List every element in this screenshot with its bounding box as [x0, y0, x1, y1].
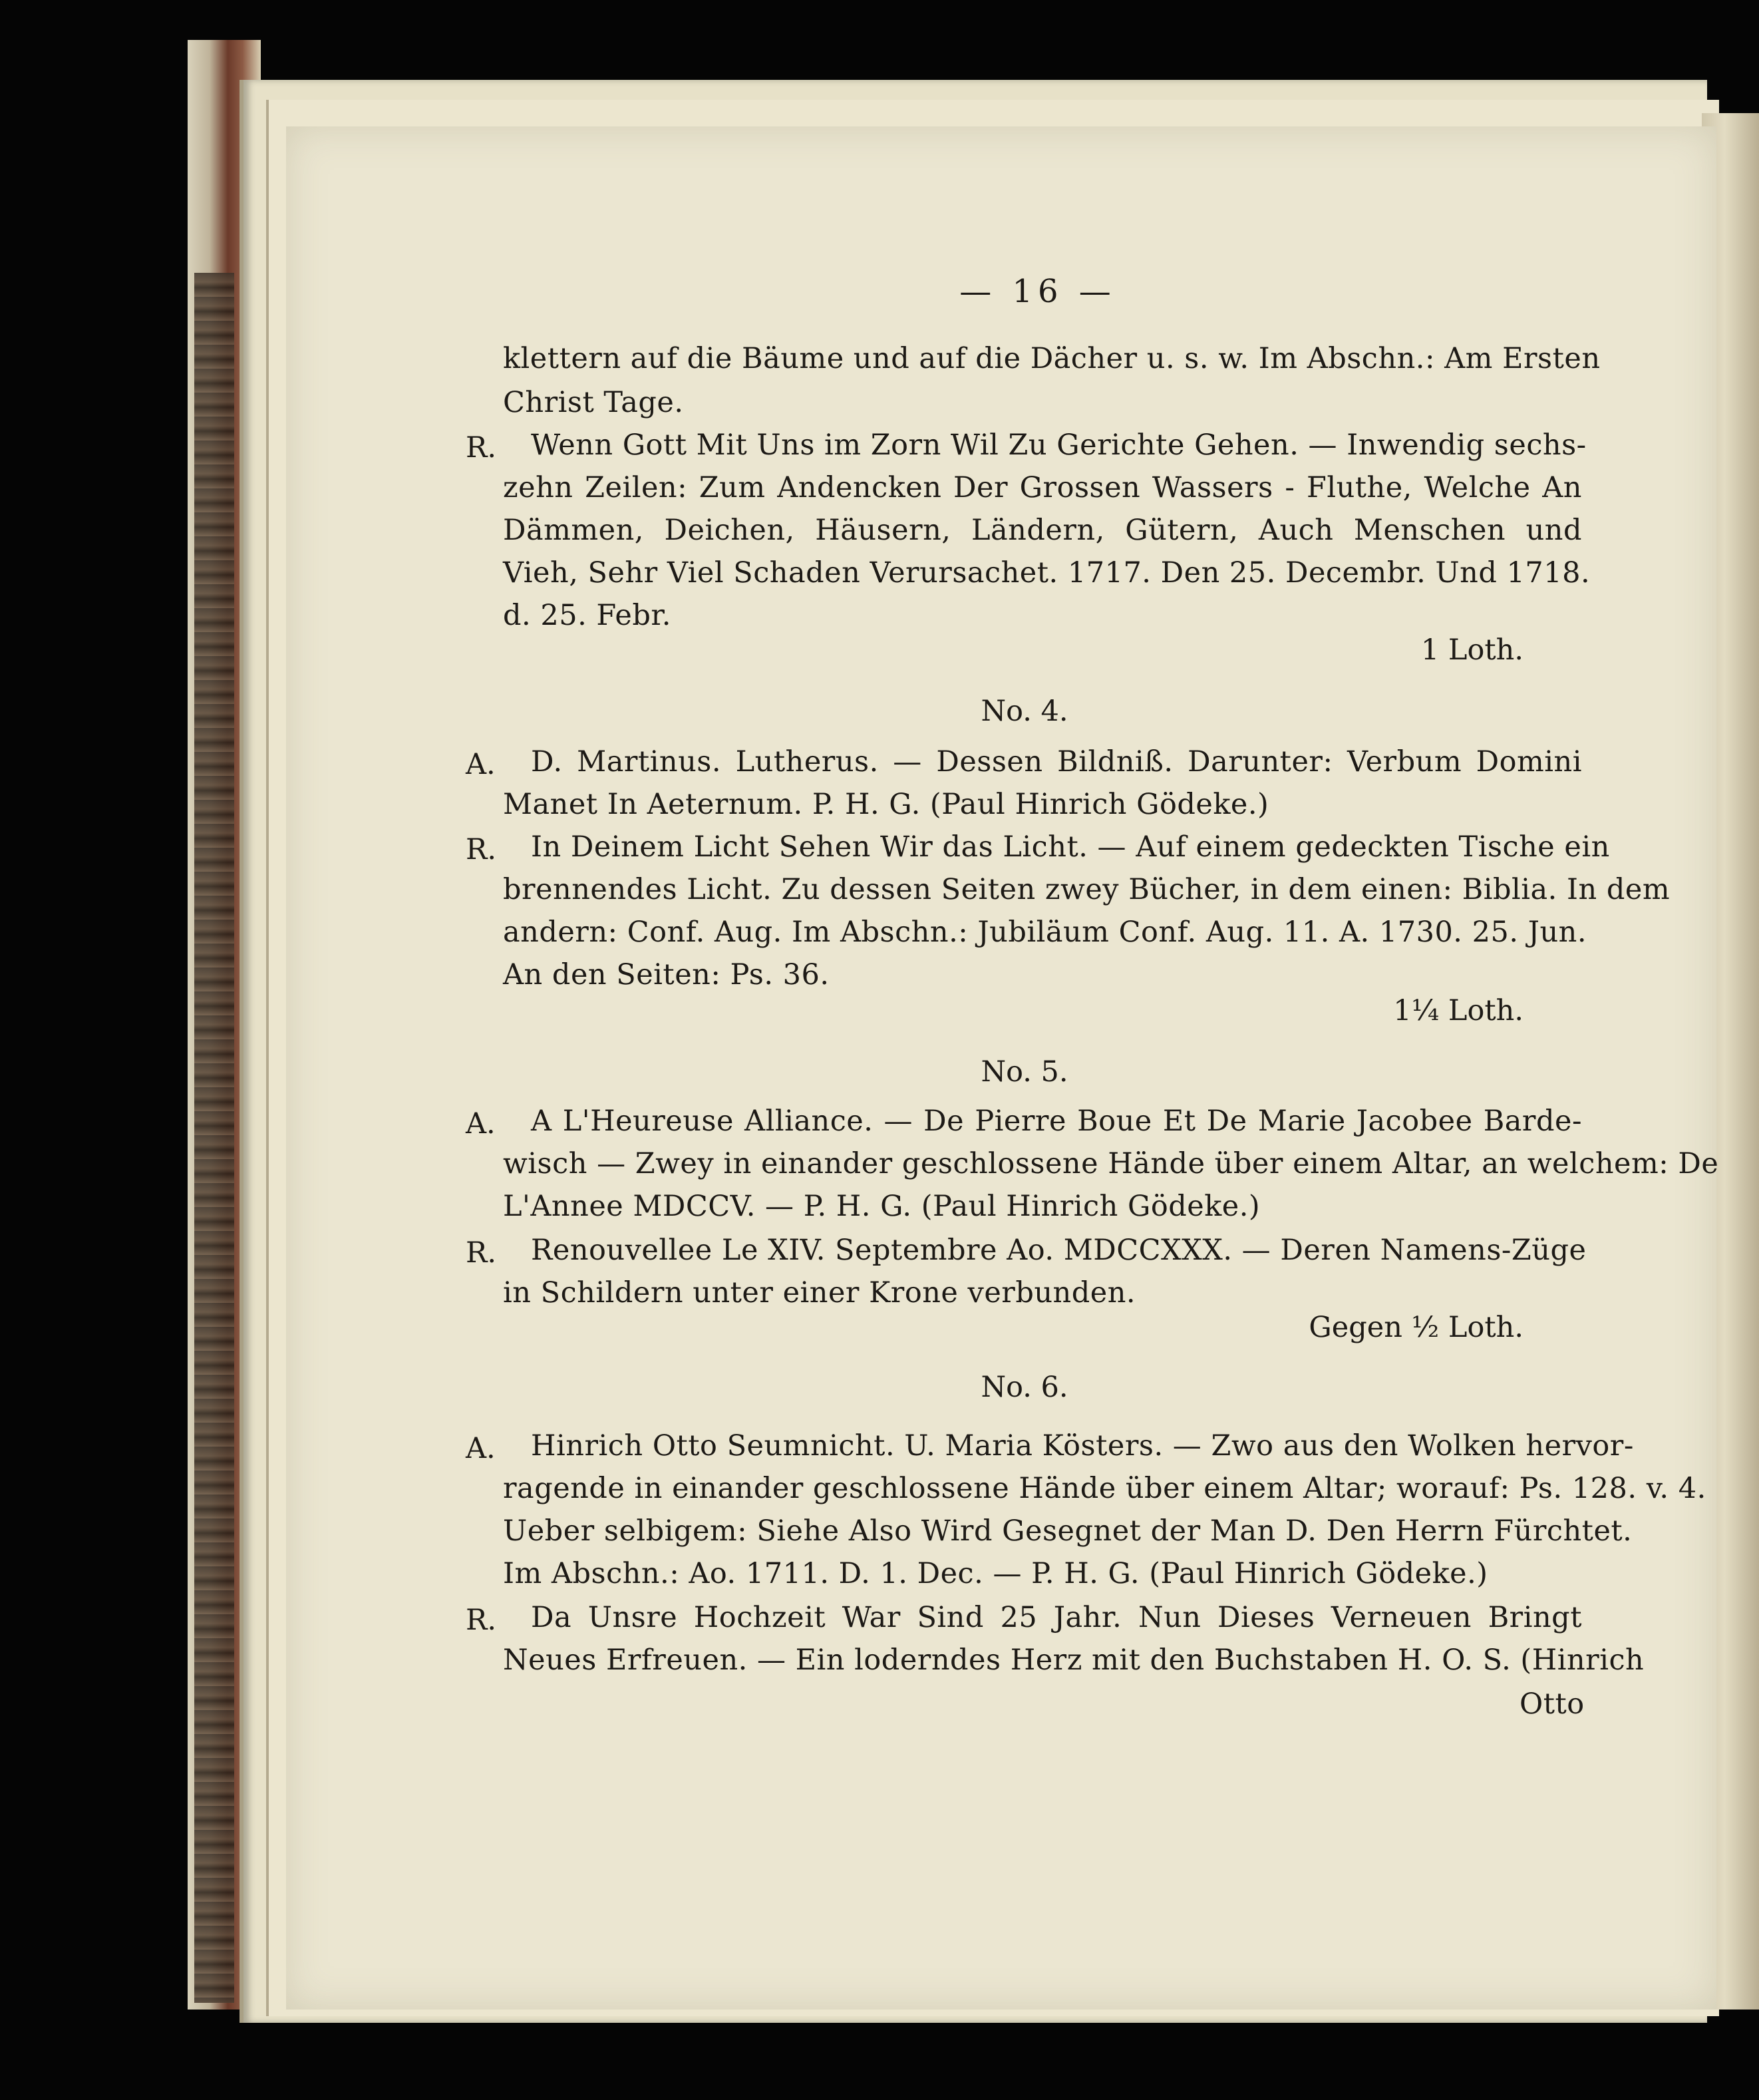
- catchword: Otto: [1519, 1687, 1585, 1721]
- text-line: in Schildern unter einer Krone verbunden.: [503, 1276, 1136, 1310]
- text-line: wisch — Zwey in einander geschlossene Hände über einem Altar, an welchem: De: [503, 1147, 1719, 1180]
- text-line: Vieh, Sehr Viel Schaden Verursachet. 1717. Den 25. Decembr. Und 1718.: [503, 556, 1591, 590]
- obverse-marker: A.: [466, 1432, 496, 1465]
- text-line: andern: Conf. Aug. Im Abschn.: Jubiläum Conf. Aug. 11. A. 1730. 25. Jun.: [503, 916, 1587, 949]
- text-line: zehn Zeilen: Zum Andencken Der Grossen Wassers - Fluthe, Welche An: [503, 471, 1582, 504]
- text-line: Im Abschn.: Ao. 1711. D. 1. Dec. — P. H. G. (Paul Hinrich Gödeke.): [503, 1557, 1488, 1590]
- reverse-marker: R.: [466, 1604, 497, 1637]
- text-line: In Deinem Licht Sehen Wir das Licht. — Auf einem gedeckten Tische ein: [531, 830, 1610, 864]
- text-line: Renouvellee Le XIV. Septembre Ao. MDCCXXX. — Deren Namens-Züge: [531, 1234, 1587, 1267]
- text-line: Wenn Gott Mit Uns im Zorn Wil Zu Gerichte Gehen. — Inwendig sechs-: [531, 429, 1587, 462]
- text-line: d. 25. Febr.: [503, 599, 671, 632]
- text-line: Ueber selbigem: Siehe Also Wird Gesegnet der Man D. Den Herrn Fürchtet.: [503, 1514, 1633, 1548]
- weight-label: Gegen ½ Loth.: [1309, 1311, 1523, 1344]
- text-line: klettern auf die Bäume und auf die Dächer u. s. w. Im Abschn.: Am Ersten: [503, 342, 1601, 375]
- obverse-marker: A.: [466, 1107, 496, 1140]
- text-line: Hinrich Otto Seumnicht. U. Maria Kösters. — Zwo aus den Wolken hervor-: [531, 1429, 1634, 1463]
- reverse-marker: R.: [466, 833, 497, 866]
- entry-heading: No. 5.: [981, 1055, 1068, 1089]
- text-line: ragende in einander geschlossene Hände über einem Altar; worauf: Ps. 128. v. 4.: [503, 1472, 1706, 1505]
- text-line: A L'Heureuse Alliance. — De Pierre Boue Et De Marie Jacobee Barde-: [531, 1105, 1582, 1138]
- page-number: — 16 —: [959, 273, 1116, 310]
- obverse-marker: A.: [466, 748, 496, 781]
- text-line: L'Annee MDCCV. — P. H. G. (Paul Hinrich Gödeke.): [503, 1190, 1261, 1223]
- entry-heading: No. 6.: [981, 1371, 1068, 1404]
- text-line: D. Martinus. Lutherus. — Dessen Bildniß. Darunter: Verbum Domini: [531, 745, 1582, 779]
- weight-label: 1¼ Loth.: [1393, 994, 1523, 1027]
- text-line: Manet In Aeternum. P. H. G. (Paul Hinrich Gödeke.): [503, 788, 1269, 821]
- weight-label: 1 Loth.: [1420, 633, 1523, 667]
- text-line: Da Unsre Hochzeit War Sind 25 Jahr. Nun Dieses Verneuen Bringt: [531, 1601, 1582, 1634]
- reverse-marker: R.: [466, 431, 497, 464]
- text-line: Neues Erfreuen. — Ein loderndes Herz mit den Buchstaben H. O. S. (Hinrich: [503, 1644, 1645, 1677]
- entry-heading: No. 4.: [981, 695, 1068, 728]
- reverse-marker: R.: [466, 1236, 497, 1270]
- text-line: brennendes Licht. Zu dessen Seiten zwey Bücher, in dem einen: Biblia. In dem: [503, 873, 1671, 906]
- text-line: An den Seiten: Ps. 36.: [503, 958, 830, 991]
- text-line: Dämmen, Deichen, Häusern, Ländern, Gütern, Auch Menschen und: [503, 514, 1582, 547]
- text-line: Christ Tage.: [503, 386, 684, 419]
